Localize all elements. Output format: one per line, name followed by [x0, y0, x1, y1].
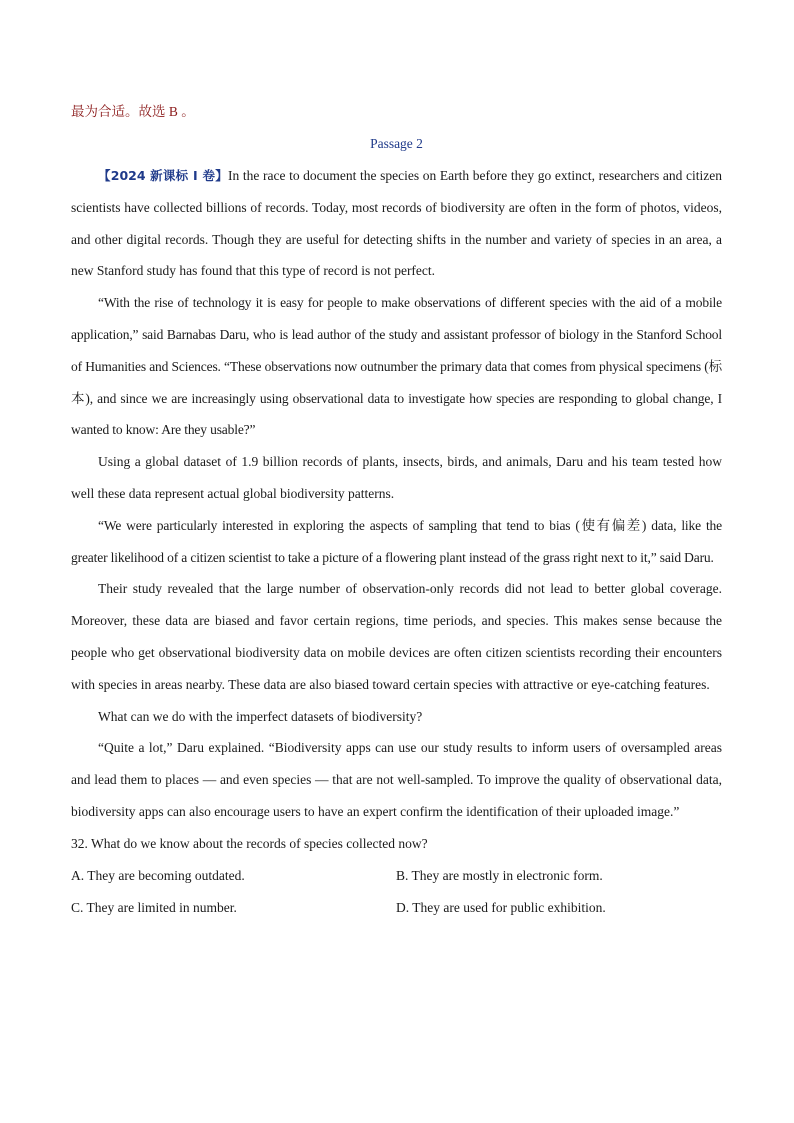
paragraph-2: “With the rise of technology it is easy for people to make observations of different species with the aid of a mobile application,” said Barnabas Daru, who is lead author of the study and assistant professor of biology in the Stanford School of Humanities and Sciences. “These observations now outnumber the primary data that comes from physical specimens (标本), and since we are increasingly using observational data to investigate how species are responding to global change, I wanted to know: Are they usable?”	[71, 295, 722, 438]
option-d: D. They are used for public exhibition.	[396, 899, 606, 915]
paragraph-3: Using a global dataset of 1.9 billion records of plants, insects, birds, and animals, Daru and his team tested how well these data represent actual global biodiversity patterns.	[71, 454, 722, 501]
option-c: C. They are limited in number.	[71, 899, 237, 915]
paragraph-4: “We were particularly interested in exploring the aspects of sampling that tend to bias (使有偏差) data, like the greater likelihood of a citizen scientist to take a picture of a flowering plant instead of the grass right next to it,” said Daru.	[71, 517, 722, 565]
paragraph-1-text: In the race to document the species on Earth before they go extinct, researchers and citizen scientists have collected billions of records. Today, most records of biodiversity are often in the form of photos, videos, and other digital records. Though they are useful for detecting shifts in the number and variety of species in an area, a new Stanford study has found that this type of record is not perfect.	[71, 168, 722, 279]
paragraph-6: What can we do with the imperfect datasets of biodiversity?	[98, 708, 423, 724]
question-stem: 32. What do we know about the records of species collected now?	[71, 835, 428, 851]
paragraph-1	[71, 160, 722, 287]
document-page	[71, 96, 722, 924]
previous-answer-tail: 最为合适。故选 B 。	[71, 104, 195, 119]
passage-title: Passage 2	[370, 136, 423, 151]
paragraph-7: “Quite a lot,” Daru explained. “Biodiversity apps can use our study results to inform users of oversampled areas and lead them to places — and even species — that are not well-sampled. To improve the quality of observational data, biodiversity apps can also encourage users to have an expert confirm the identification of their uploaded image.”	[71, 740, 722, 819]
option-b: B. They are mostly in electronic form.	[396, 867, 603, 883]
answer-options	[71, 860, 722, 924]
paragraph-5: Their study revealed that the large number of observation-only records did not lead to better global coverage. Moreover, these data are biased and favor certain regions, time periods, and species. This makes sense because the people who get observational biodiversity data on mobile devices are often citizen scientists recording their encounters with species in areas nearby. These data are also biased toward certain species with attractive or eye-catching features.	[71, 581, 722, 692]
option-a: A. They are becoming outdated.	[71, 867, 245, 883]
source-tag: 【2024 新课标 Ⅰ 卷】	[98, 168, 228, 183]
